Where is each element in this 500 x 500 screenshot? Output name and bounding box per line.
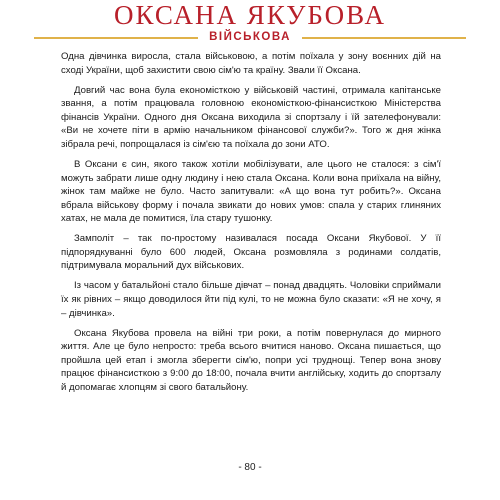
article-body <box>61 50 441 401</box>
paragraph: Із часом у батальйоні стало більше дівчат – понад двадцять. Чоловіки сприймали їх як рівних – якщо доводилося йти під кулі, то не можна було сказати: «Я не хочу, я – дівчинка». <box>61 280 441 319</box>
subtitle-block <box>34 29 466 45</box>
paragraph: В Оксани є син, якого також хотіли мобілізувати, але цього не сталося: з сім'ї можуть забрати лише одну людину і нею стала Оксана. Коли вона приїхала на війну, жінок там майже не було. Часто запитували: «А що вона тут робить?». Оксана вбрала військову форму і почала звикати до нових умов: спала у старих глиняних хатах, не мала де помитися, їла стару тушонку. <box>61 158 441 225</box>
paragraph: Замполіт – так по-простому називалася посада Оксани Якубової. У її підпорядкуванні було 600 людей, Оксана розмовляла з родинами солдатів, підтримувала моральний дух військових. <box>61 233 441 272</box>
page-number: - 80 - <box>238 462 262 473</box>
paragraph: Довгий час вона була економісткою у військовій частині, отримала капітанське звання, а потім працювала головною економісткою-фінансисткою Міністерства фінансів України. Одного дня Оксана виходила зі спортзалу і їй зателефонували: «Ви не хочете піти в армію начальником фінансової служби?». Того ж дня жінка зібрала речі, попрощалася із сім'єю та поїхала до зони АТО. <box>61 84 441 150</box>
paragraph: Одна дівчинка виросла, стала військовою, а потім поїхала у зону воєнних дій на сході України, щоб захистити свою сім'ю та країну. Звали її Оксана. <box>61 51 441 76</box>
page-subtitle: ВІЙСЬКОВА <box>209 31 291 43</box>
paragraph: Оксана Якубова провела на війні три роки, а потім повернулася до мирного життя. Але це було непросто: треба всього вчитися наново. Оксана пишається, що пройшла цей етап і змогла зберегти сім'ю, попри усі труднощі. Тепер вона знову працює фінансисткою з 9:00 до 18:00, почала вчити англійську, ходить до спортзалу й допомагає хлопцям зі свого батальйону. <box>61 327 441 394</box>
page-title: ОКСАНА ЯКУБОВА <box>114 0 386 30</box>
